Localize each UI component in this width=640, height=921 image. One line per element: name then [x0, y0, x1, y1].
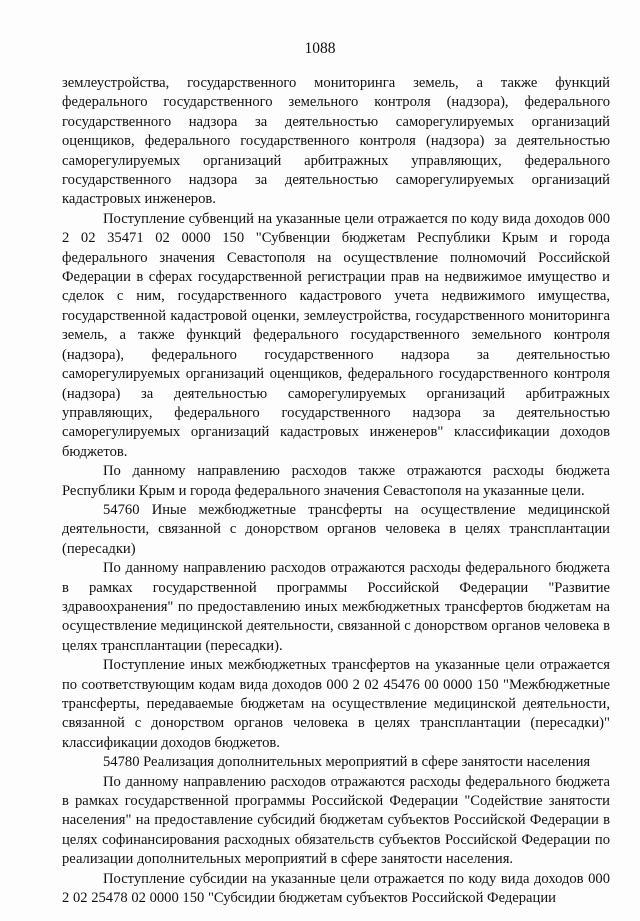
paragraph: землеустройства, государственного мониторинга земель, а также функций федерального государственного земельного контроля (надзора), федерального государственного надзора за деятельностью саморегулируемых организаций оценщиков, федерального государственного контроля (надзора) за деятельностью саморегулируемых организаций арбитражных управляющих, федерального государственного надзора за деятельностью саморегулируемых организаций кадастровых инженеров.	[62, 75, 610, 208]
paragraph: Поступление субвенций на указанные цели отражается по коду вида доходов 000 2 02 35471 02 0000 150 "Субвенции бюджетам Республики Крым и города федерального значения Севастополя на осуществление полномочий Российской Федерации в сферах государственной регистрации прав на недвижимое имущество и сделок с ним, государственного кадастрового учета недвижимого имущества, государственной кадастровой оценки, землеустройства, государственного мониторинга земель, а также функций федерального государственного земельного контроля (надзора), федерального государственного надзора за деятельностью саморегулируемых организаций оценщиков, федерального государственного контроля (надзора) за деятельностью саморегулируемых организаций арбитражных управляющих, федерального государственного надзора за деятельностью саморегулируемых организаций кадастровых инженеров" классификации доходов бюджетов.	[62, 210, 610, 460]
paragraph: Поступление субсидии на указанные цели отражается по коду вида доходов 000 2 02 25478 02 0000 150 "Субсидии бюджетам субъектов Российской Федерации	[62, 870, 610, 907]
document-body	[62, 74, 610, 908]
paragraph: Поступление иных межбюджетных трансфертов на указанные цели отражается по соответствующим кодам вида доходов 000 2 02 45476 00 0000 150 "Межбюджетные трансферты, передаваемые бюджетам на осуществление медицинской деятельности, связанной с донорством органов человека в целях трансплантации (пересадки)" классификации доходов бюджетов.	[62, 657, 610, 751]
paragraph: По данному направлению расходов отражаются расходы федерального бюджета в рамках государственной программы Российской Федерации "Содействие занятости населения" на предоставление субсидий бюджетам субъектов Российской Федерации в целях софинансирования расходных обязательств субъектов Российской Федерации по реализации дополнительных мероприятий в сфере занятости населения.	[62, 773, 610, 868]
paragraph: По данному направлению расходов отражаются расходы федерального бюджета в рамках государственной программы Российской Федерации "Развитие здравоохранения" по предоставлению иных межбюджетных трансфертов бюджетам на осуществление медицинской деятельности, связанной с донорством органов человека в целях трансплантации (пересадки).	[62, 560, 610, 654]
section-heading: 54760 Иные межбюджетные трансферты на осуществление медицинской деятельности, связанной с донорством органов человека в целях трансплантации (пересадки)	[62, 501, 610, 557]
section-heading: 54780 Реализация дополнительных мероприятий в сфере занятости населения	[103, 754, 591, 771]
page-number: 1088	[304, 40, 336, 57]
paragraph: По данному направлению расходов также отражаются расходы бюджета Республики Крым и города федерального значения Севастополя на указанные цели.	[62, 463, 610, 499]
